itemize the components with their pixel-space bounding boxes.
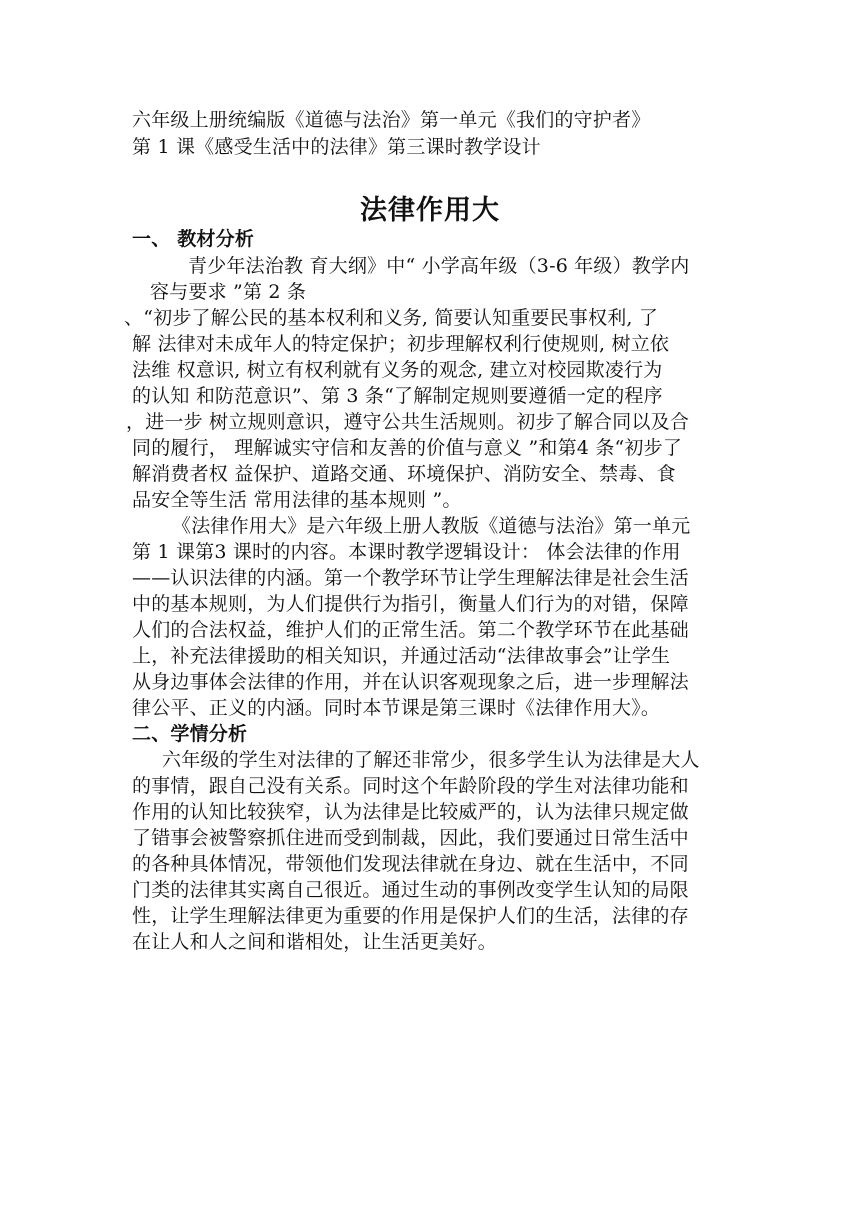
paragraph-line: 解消费者权 益保护、道路交通、环境保护、消防安全、禁毒、食 (132, 463, 676, 485)
paragraph-line: 同的履行， 理解诚实守信和友善的价值与意义 ”和第4 条“初步了 (132, 437, 683, 459)
paragraph-line: 第 1 课第3 课时的内容。本课时教学逻辑设计： 体会法律的作用 (132, 541, 681, 563)
paragraph-line: 中的基本规则，为人们提供行为指引，衡量人们行为的对错，保障 (132, 593, 689, 615)
paragraph-line: 青少年法治教 育大纲》中“ 小学高年级（3-6 年级）教学内 (188, 255, 690, 277)
section-2-heading: 二、学情分析 (132, 723, 248, 745)
paragraph-line: 解 法律对未成年人的特定保护；初步理解权利行使规则, 树立依 (132, 333, 670, 355)
paragraph-line: 了错事会被警察抓住进而受到制裁，因此，我们要通过日常生活中 (132, 827, 689, 849)
section-1-heading: 一、 教材分析 (132, 228, 255, 250)
paragraph-line: ，进一步 树立规则意识，遵守公共生活规则。初步了解合同以及合 (126, 411, 690, 433)
paragraph-line: 品安全等生活 常用法律的基本规则 ”。 (132, 489, 462, 511)
paragraph-line: 从身边事体会法律的作用，并在认识客观现象之后，进一步理解法 (132, 671, 689, 693)
paragraph-line: 六年级的学生对法律的了解还非常少，很多学生认为法律是大人 (162, 749, 700, 771)
paragraph-line: 门类的法律其实离自己很近。通过生动的事例改变学生认知的局限 (132, 879, 689, 901)
paragraph-line: 作用的认知比较狭窄，认为法律是比较威严的，认为法律只规定做 (132, 801, 689, 823)
paragraph-line: 《法律作用大》是六年级上册人教版《道德与法治》第一单元 (172, 515, 691, 537)
paragraph-line: 人们的合法权益，维护人们的正常生活。第二个教学环节在此基础 (132, 619, 689, 641)
paragraph-line: 法维 权意识, 树立有权利就有义务的观念, 建立对校园欺凌行为 (132, 359, 663, 381)
paragraph-line: 的事情，跟自己没有关系。同时这个年龄阶段的学生对法律功能和 (132, 775, 689, 797)
header-line-2: 第 1 课《感受生活中的法律》第三课时教学设计 (132, 136, 541, 158)
paragraph-line: 、“初步了解公民的基本权利和义务, 简要认知重要民事权利, 了 (124, 307, 659, 329)
paragraph-line: 在让人和人之间和谐相处，让生活更美好。 (132, 931, 497, 953)
paragraph-line: 上，补充法律援助的相关知识，并通过活动“法律故事会”让学生 (132, 645, 671, 667)
paragraph-line: 的各种具体情况，带领他们发现法律就在身边、就在生活中，不同 (132, 853, 689, 875)
paragraph-line: 容与要求 ”第 2 条 (150, 281, 307, 303)
paragraph-line: 的认知 和防范意识”、第 3 条“了解制定规则要遵循一定的程序 (132, 385, 663, 407)
paragraph-line: ——认识法律的内涵。第一个教学环节让学生理解法律是社会生活 (132, 567, 689, 589)
paragraph-line: 性，让学生理解法律更为重要的作用是保护人们的生活，法律的存 (132, 905, 689, 927)
paragraph-line: 律公平、正义的内涵。同时本节课是第三课时《法律作用大》。 (132, 697, 661, 719)
document-title: 法律作用大 (360, 195, 500, 226)
header-line-1: 六年级上册统编版《道德与法治》第一单元《我们的守护者》 (132, 109, 651, 131)
